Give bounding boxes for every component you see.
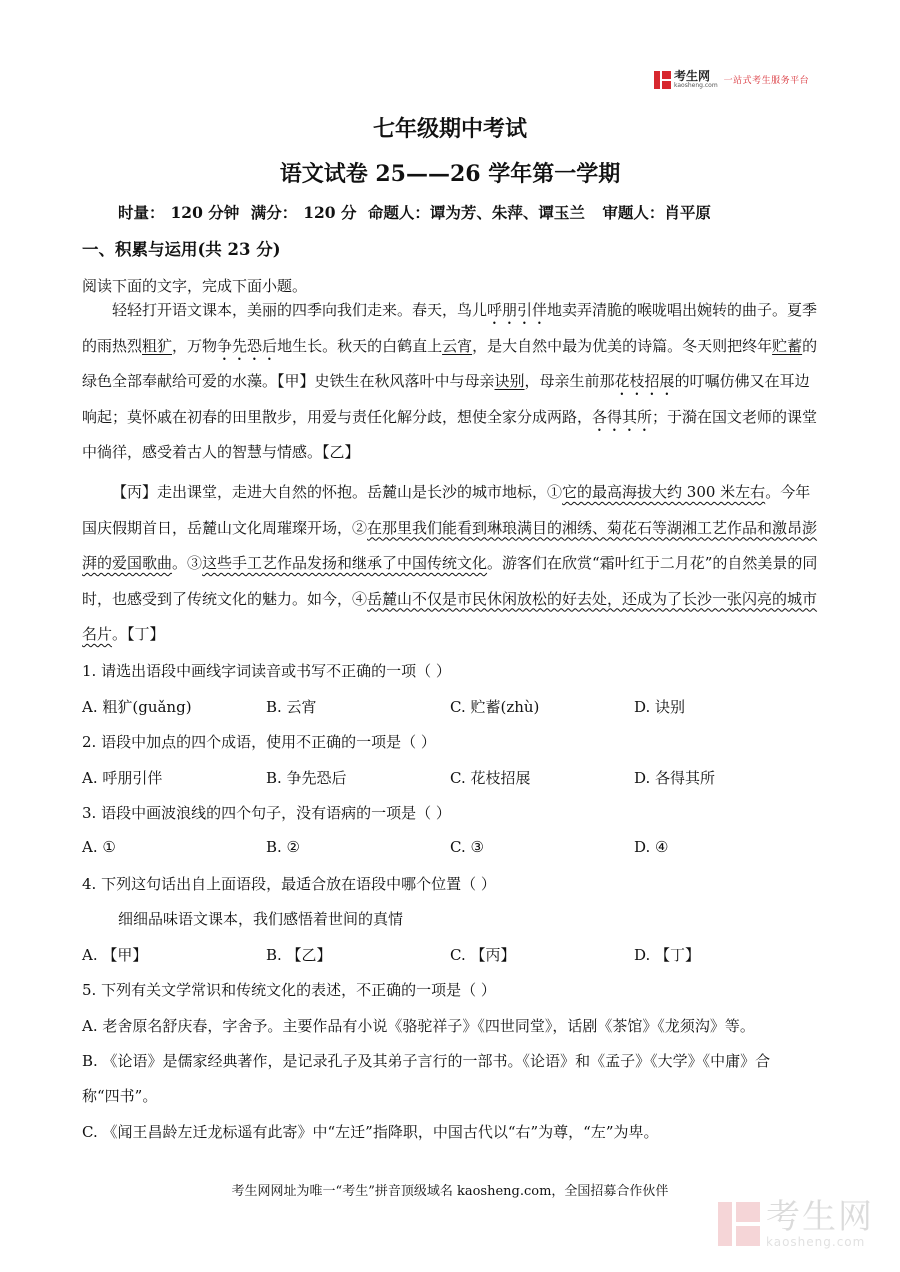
- q5-option-b[interactable]: B. 《论语》是儒家经典著作，是记录孔子及其弟子言行的一部书。《论语》和《孟子》《大学》《中庸》合: [82, 1052, 771, 1070]
- wavy-sentence-1: 它的最高海拔大约 300 米左右: [562, 483, 766, 501]
- question-2-stem: 2. 语段中加点的四个成语，使用不正确的一项是（ ）: [82, 733, 436, 751]
- text-run: 。今年国庆假期首日，岳麓山文化周璀璨开场，②: [82, 483, 811, 537]
- exam-meta: [118, 201, 717, 223]
- underlined-word-4: 诀别: [494, 372, 525, 390]
- q4-option-d[interactable]: D. 【丁】: [634, 946, 701, 964]
- dotted-idiom-3: 花枝招展: [614, 372, 675, 390]
- page-footer: 考生网网址为唯一“考生”拼音顶级域名 kaosheng.com，全国招募合作伙伴: [231, 1184, 669, 1199]
- underlined-word-3: 贮蓄: [772, 336, 803, 355]
- underlined-word-1: 粗犷: [142, 336, 173, 355]
- logo-en-text: kaosheng.com: [674, 82, 718, 89]
- q5-option-b-cont: 称“四书”。: [82, 1087, 158, 1105]
- q3-option-b[interactable]: B. ②: [266, 838, 301, 856]
- q3-option-c[interactable]: C. ③: [450, 838, 484, 856]
- question-5-stem: 5. 下列有关文学常识和传统文化的表述，不正确的一项是（ ）: [82, 981, 496, 999]
- q5-option-a[interactable]: A. 老舍原名舒庆春，字舍予。主要作品有小说《骆驼祥子》《四世同堂》，话剧《茶馆》《龙须沟》等。: [82, 1017, 755, 1035]
- watermark-en: kaosheng.com: [766, 1235, 866, 1249]
- question-1-stem: 1. 请选出语段中画线字词读音或书写不正确的一项（ ）: [82, 662, 451, 680]
- underlined-word-2: 云宵: [442, 336, 473, 355]
- wavy-sentence-3: 这些手工艺作品发扬和继承了中国传统文化: [202, 554, 488, 572]
- logo-cn-text: 考生网: [674, 69, 711, 83]
- q4-option-c[interactable]: C. 【丙】: [450, 946, 516, 964]
- text-run: 【丙】走出课堂，走进大自然的怀抱。岳麓山是长沙的城市地标，①: [112, 483, 563, 501]
- q2-option-d[interactable]: D. 各得其所: [634, 769, 716, 787]
- q1-option-d[interactable]: D. 诀别: [634, 698, 686, 716]
- q4-option-b[interactable]: B. 【乙】: [266, 946, 332, 964]
- watermark-logo-icon: [718, 1202, 760, 1246]
- score-value: 120 分: [303, 203, 357, 222]
- text-run: 。【丁】: [112, 625, 165, 643]
- passage-paragraph-2: [82, 475, 822, 653]
- reading-instruction: 阅读下面的文字，完成下面小题。: [82, 277, 308, 295]
- reviewer-value: 肖平原: [664, 203, 711, 222]
- dotted-idiom-4: 各得其所: [592, 407, 653, 426]
- dotted-idiom-2: 争先恐后: [217, 336, 278, 355]
- question-4-stem: 4. 下列这句话出自上面语段，最适合放在语段中哪个位置（ ）: [82, 875, 496, 893]
- text-run: ，母亲生前那: [524, 372, 615, 390]
- kaosheng-logo-icon: [654, 71, 671, 89]
- watermark-cn: 考生网: [766, 1197, 874, 1237]
- text-run: 。③: [172, 554, 203, 572]
- reviewer-label: 审题人：: [602, 203, 665, 222]
- wavy-sentence-4: 岳麓山不仅是市民休闲放松的好去处，还成为了长沙一张闪亮的城市名片: [82, 589, 818, 643]
- page-subtitle: 语文试卷 25——26 学年第一学期: [279, 161, 621, 187]
- q1-option-a[interactable]: A. 粗犷(guǎng): [82, 698, 192, 716]
- page-title: 七年级期中考试: [372, 116, 527, 142]
- header-logo: [654, 70, 809, 89]
- q4-quote: 细细品味语文课本，我们感悟着世间的真情: [118, 910, 404, 928]
- time-value: 120 分钟: [170, 203, 240, 222]
- q4-option-a[interactable]: A. 【甲】: [82, 946, 148, 964]
- section-heading: 一、积累与运用(共 23 分): [82, 240, 281, 259]
- setter-value: 谭为芳、朱萍、谭玉兰: [429, 203, 585, 222]
- passage-paragraph-1: [82, 293, 822, 471]
- question-3-stem: 3. 语段中画波浪线的四个句子，没有语病的一项是（ ）: [82, 804, 451, 822]
- text-run: ，万物: [172, 336, 218, 355]
- dotted-idiom-1: 呼朋引伴: [487, 301, 548, 319]
- text-run: ，是大自然中最为优美的诗篇。冬天则把终年: [472, 336, 773, 355]
- text-run: 地卖弄清脆的喉咙唱出婉转的曲子。夏季的雨热烈: [82, 301, 818, 355]
- q1-option-c[interactable]: C. 贮蓄(zhù): [450, 698, 540, 716]
- text-run: 轻轻打开语文课本，美丽的四季向我们走来。春天，鸟儿: [112, 301, 488, 319]
- logo-slogan: 一站式考生服务平台: [723, 76, 810, 86]
- score-label: 满分：: [250, 203, 298, 222]
- setter-label: 命题人：: [367, 203, 430, 222]
- text-run: 地生长。秋天的白鹤直上: [277, 336, 443, 355]
- text-run: ；于漪在国文老师的课堂中徜徉，感受着古人的智慧与情感。【乙】: [82, 407, 818, 461]
- text-run: 。游客们在欣赏“霜叶红于二月花”的自然美景的同时，也感受到了传统文化的魅力。如今，④: [82, 554, 818, 608]
- q2-option-c[interactable]: C. 花枝招展: [450, 769, 531, 787]
- q3-option-d[interactable]: D. ④: [634, 838, 669, 856]
- text-run: 的绿色全部奉献给可爱的水藻。【甲】史铁生在秋风落叶中与母亲: [82, 336, 818, 390]
- text-run: 的叮嘱仿佛又在耳边响起；莫怀戚在初春的田里散步，用爱与责任化解分歧，想使全家分成两路，: [82, 372, 810, 426]
- wavy-sentence-2: 在那里我们能看到琳琅满目的湘绣、菊花石等湖湘工艺作品和激昂澎湃的爱国歌曲: [82, 518, 818, 572]
- q1-option-b[interactable]: B. 云宵: [266, 698, 317, 716]
- q5-option-c[interactable]: C. 《闻王昌龄左迁龙标遥有此寄》中“左迁”指降职，中国古代以“右”为尊，“左”为卑。: [82, 1123, 659, 1141]
- q2-option-b[interactable]: B. 争先恐后: [266, 769, 347, 787]
- watermark: [718, 1197, 874, 1249]
- q3-option-a[interactable]: A. ①: [82, 838, 116, 856]
- time-label: 时量：: [118, 203, 165, 222]
- q2-option-a[interactable]: A. 呼朋引伴: [82, 769, 163, 787]
